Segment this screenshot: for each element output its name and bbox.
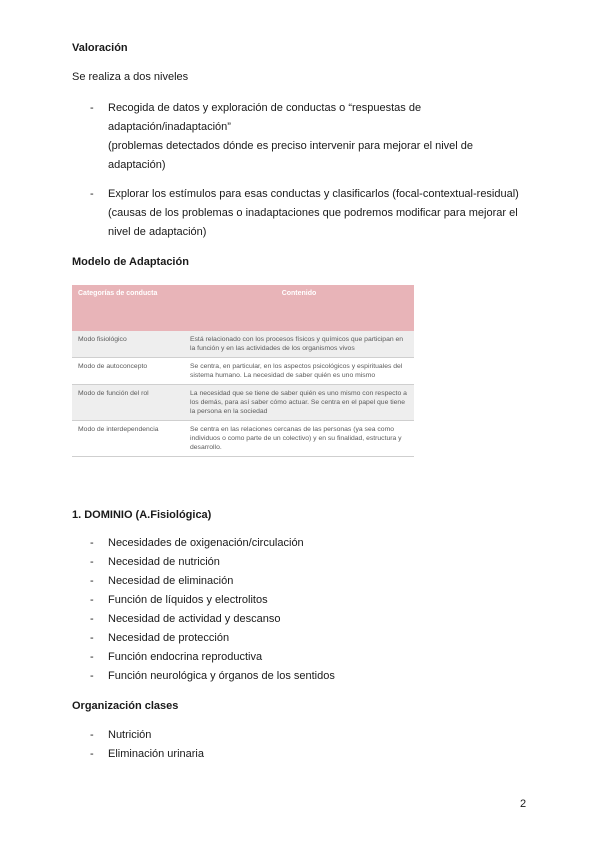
list-item: - Nutrición bbox=[90, 726, 530, 745]
item-line: adaptación/inadaptación” bbox=[108, 121, 231, 133]
list-item: - Función de líquidos y electrolitos bbox=[90, 591, 530, 610]
table-cell-category: Modo de autoconcepto bbox=[72, 358, 184, 385]
table-header-content: Contenido bbox=[184, 285, 414, 331]
table-cell-category: Modo fisiológico bbox=[72, 331, 184, 358]
table-cell-category: Modo de función del rol bbox=[72, 385, 184, 421]
table-cell-category: Modo de interdependencia bbox=[72, 421, 184, 457]
table-cell-content: Se centra, en particular, en los aspectos psicológicos y espirituales del sistema humano. La necesidad de saber quién es uno mismo bbox=[184, 358, 414, 385]
table-cell-content: La necesidad que se tiene de saber quién es uno mismo con respecto a los demás, para así saber cómo actuar. Se centra en el papel que tiene la persona en la sociedad bbox=[184, 385, 414, 421]
list-item: - Necesidad de eliminación bbox=[90, 572, 530, 591]
table-cell-content: Está relacionado con los procesos físicos y químicos que participan en la función y en las actividades de los organismos vivos bbox=[184, 331, 414, 358]
item-line: - Explorar los estímulos para esas conductas y clasificarlos (focal-contextual-residual) bbox=[108, 188, 519, 200]
list-item: - Necesidad de actividad y descanso bbox=[90, 610, 530, 629]
list-item bbox=[90, 99, 530, 175]
item-line: - Recogida de datos y exploración de conductas o “respuestas de bbox=[108, 102, 422, 114]
page-number: 2 bbox=[520, 798, 527, 810]
item-line: (causas de los problemas o inadaptaciones que podremos modificar para mejorar el bbox=[108, 207, 518, 219]
list-item: - Función neurológica y órganos de los sentidos bbox=[90, 667, 530, 686]
table-header-row bbox=[72, 285, 414, 331]
organizacion-heading: Organización clases bbox=[72, 700, 179, 712]
table-cell-content: Se centra en las relaciones cercanas de las personas (ya sea como individuos o como parte de un colectivo) y en su finalidad, estructura y desarrollo. bbox=[184, 421, 414, 457]
adaptation-table bbox=[72, 285, 414, 457]
list-item: - Necesidad de nutrición bbox=[90, 553, 530, 572]
item-line: nivel de adaptación) bbox=[108, 226, 207, 238]
modelo-heading: Modelo de Adaptación bbox=[72, 256, 189, 268]
list-item: - Necesidad de protección bbox=[90, 629, 530, 648]
table-row bbox=[72, 358, 414, 385]
list-item: - Eliminación urinaria bbox=[90, 745, 530, 764]
list-item: - Función endocrina reproductiva bbox=[90, 648, 530, 667]
item-line: adaptación) bbox=[108, 159, 166, 171]
list-item bbox=[90, 185, 530, 242]
valoracion-heading: Valoración bbox=[72, 42, 128, 54]
table-row bbox=[72, 331, 414, 358]
organizacion-list bbox=[90, 726, 530, 764]
dominio-heading: 1. DOMINIO (A.Fisiológica) bbox=[72, 509, 212, 521]
dominio-list bbox=[90, 534, 530, 686]
item-line: (problemas detectados dónde es preciso intervenir para mejorar el nivel de bbox=[108, 140, 474, 152]
list-item: - Necesidades de oxigenación/circulación bbox=[90, 534, 530, 553]
table-row bbox=[72, 385, 414, 421]
table-header-category: Categorías de conducta bbox=[72, 285, 184, 331]
valoracion-list bbox=[90, 99, 530, 242]
valoracion-intro: Se realiza a dos niveles bbox=[72, 71, 189, 83]
table-row bbox=[72, 421, 414, 457]
